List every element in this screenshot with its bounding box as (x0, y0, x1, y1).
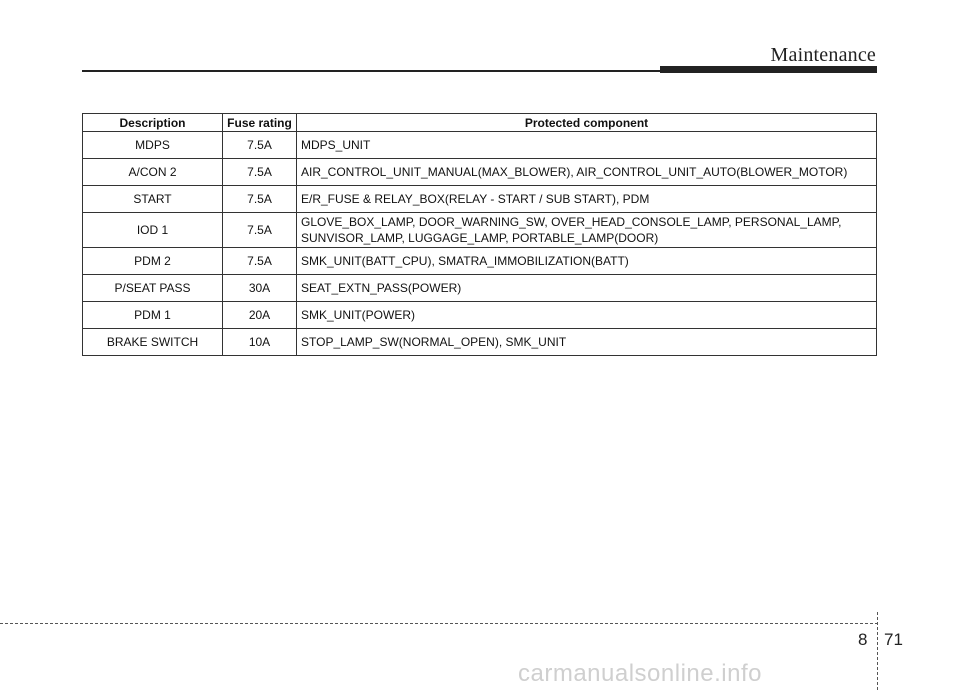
column-header-fuse-rating: Fuse rating (223, 114, 297, 132)
chapter-number: 8 (858, 630, 868, 649)
table-row (83, 213, 877, 248)
table-header-row (83, 114, 877, 132)
component-line-2: SUNVISOR_LAMP, LUGGAGE_LAMP, PORTABLE_LAMP(DOOR) (301, 231, 659, 245)
table-row (83, 248, 877, 275)
cell-fuse-rating: 7.5A (223, 132, 297, 159)
table-row (83, 132, 877, 159)
page-number: 71 (884, 630, 903, 649)
cell-fuse-rating: 30A (223, 275, 297, 302)
cell-fuse-rating: 7.5A (223, 159, 297, 186)
cell-description: PDM 2 (83, 248, 223, 275)
watermark-text: carmanualsonline.info (518, 660, 762, 687)
cell-description: A/CON 2 (83, 159, 223, 186)
cell-protected-component: E/R_FUSE & RELAY_BOX(RELAY - START / SUB START), PDM (297, 186, 877, 213)
cell-protected-component: STOP_LAMP_SW(NORMAL_OPEN), SMK_UNIT (297, 329, 877, 356)
cell-protected-component: SMK_UNIT(BATT_CPU), SMATRA_IMMOBILIZATION(BATT) (297, 248, 877, 275)
fuse-table (82, 113, 877, 356)
cell-description: BRAKE SWITCH (83, 329, 223, 356)
cell-description: IOD 1 (83, 213, 223, 248)
table-row (83, 186, 877, 213)
column-header-protected-component: Protected component (297, 114, 877, 132)
cell-protected-component: SMK_UNIT(POWER) (297, 302, 877, 329)
cell-fuse-rating: 7.5A (223, 213, 297, 248)
table-row (83, 329, 877, 356)
table-row (83, 302, 877, 329)
component-line-1: GLOVE_BOX_LAMP, DOOR_WARNING_SW, OVER_HEAD_CONSOLE_LAMP, PERSONAL_LAMP, (301, 215, 842, 229)
table-row (83, 275, 877, 302)
cell-fuse-rating: 20A (223, 302, 297, 329)
cell-protected-component: AIR_CONTROL_UNIT_MANUAL(MAX_BLOWER), AIR_CONTROL_UNIT_AUTO(BLOWER_MOTOR) (297, 159, 877, 186)
cell-description: P/SEAT PASS (83, 275, 223, 302)
header-rule (82, 70, 662, 72)
cell-description: PDM 1 (83, 302, 223, 329)
cell-description: START (83, 186, 223, 213)
cell-protected-component (297, 213, 877, 248)
column-header-description: Description (83, 114, 223, 132)
cell-fuse-rating: 7.5A (223, 186, 297, 213)
footer-divider (877, 612, 878, 690)
cell-fuse-rating: 10A (223, 329, 297, 356)
cell-description: MDPS (83, 132, 223, 159)
header-rule-accent (660, 66, 877, 73)
footer-rule (0, 623, 878, 624)
cell-protected-component: MDPS_UNIT (297, 132, 877, 159)
table-row (83, 159, 877, 186)
cell-protected-component: SEAT_EXTN_PASS(POWER) (297, 275, 877, 302)
section-title: Maintenance (770, 44, 876, 66)
cell-fuse-rating: 7.5A (223, 248, 297, 275)
